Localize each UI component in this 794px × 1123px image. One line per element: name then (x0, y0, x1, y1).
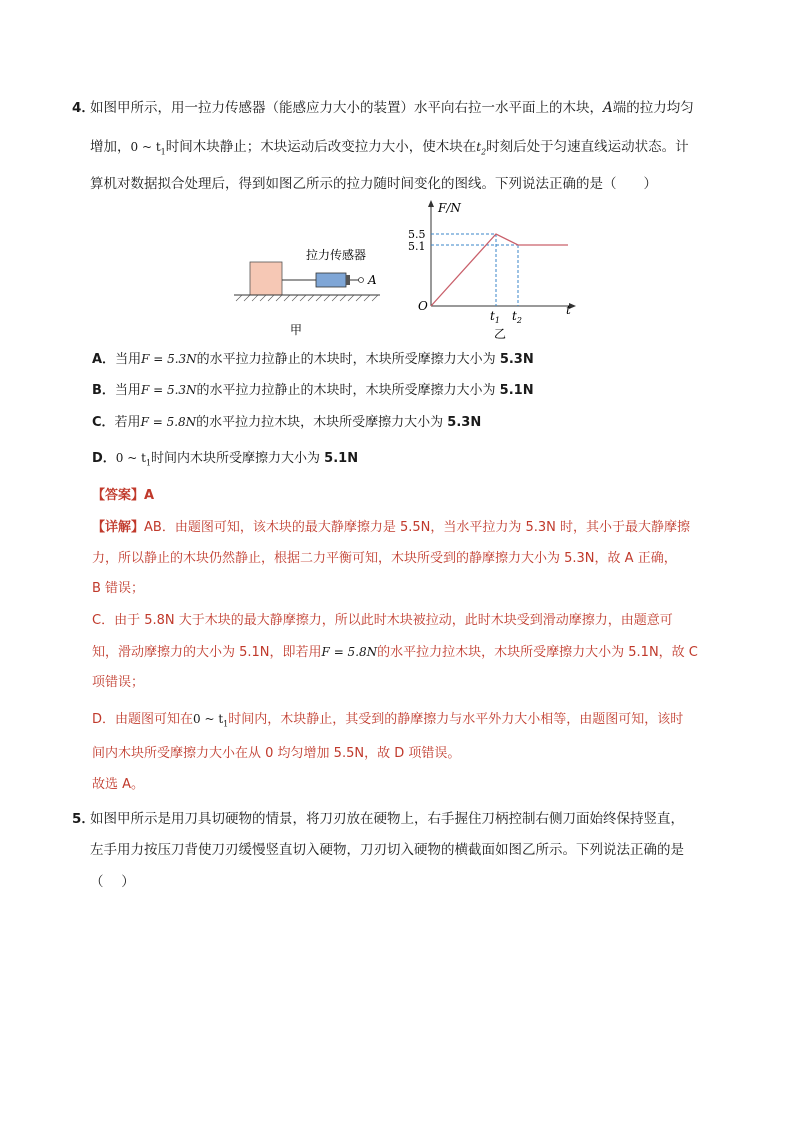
question-text-line: （ ） (90, 874, 135, 890)
question-text-line: 如图甲所示是用刀具切硬物的情景，将刀刃放在硬物上，右手握住刀柄控制右侧刀面始终保持竖直， (90, 811, 684, 827)
figure-jia (230, 240, 390, 340)
figure-caption: 甲 (290, 323, 303, 337)
detail-line: 项错误； (92, 675, 145, 690)
sensor-label: 拉力传感器 (306, 248, 367, 262)
answer-line: 【答案】A (92, 488, 155, 503)
option-d[interactable]: D．0 ~ $t_1$时间内木块所受摩擦力大小为 5.1N (92, 451, 359, 468)
detail-line: 力，所以静止的木块仍然静止，根据二力平衡可知，木块所受到的静摩擦力大小为 5.3N，故 A 正确， (92, 551, 677, 566)
question-text-line: 算机对数据拟合处理后，得到如图乙所示的拉力随时间变化的图线。下列说法正确的是（ ） (90, 176, 657, 192)
tick-label-5-5: 5.5 (408, 228, 426, 241)
detail-line: 间内木块所受摩擦力大小在从 0 均匀增加 5.5N，故 D 项错误。 (92, 746, 461, 761)
y-axis-label: F/N (438, 201, 461, 215)
option-a[interactable]: A．当用F = 5.3N的水平拉力拉静止的木块时，木块所受摩擦力大小为 5.3N (92, 352, 534, 367)
question-number: 4． (72, 100, 95, 116)
figure-yi (400, 196, 600, 344)
sensor-cap (346, 275, 350, 285)
ground-hatch (236, 295, 378, 301)
detail-line: D．由题图可知在0 ~ $t_1$时间内，木块静止，其受到的静摩擦力与水平外力大小相等，由题图可知，该时 (92, 712, 684, 729)
t2-label: $t_2$ (512, 309, 522, 325)
conclusion-line: 故选 A。 (92, 777, 145, 792)
t1-label: $t_1$ (490, 309, 500, 325)
x-axis-label: t (566, 303, 571, 317)
option-c[interactable]: C．若用F = 5.8N的水平拉力拉木块，木块所受摩擦力大小为 5.3N (92, 415, 482, 430)
force-sensor (316, 273, 346, 287)
detail-line: 【详解】AB．由题图可知，该木块的最大静摩擦力是 5.5N，当水平拉力为 5.3N 时，其小于最大静摩擦 (92, 520, 691, 535)
origin-label: O (418, 299, 428, 313)
question-number: 5． (72, 811, 95, 827)
detail-line: B 错误； (92, 581, 145, 596)
y-axis-arrow (428, 200, 434, 207)
option-b[interactable]: B．当用F = 5.3N的水平拉力拉静止的木块时，木块所受摩擦力大小为 5.1N (92, 383, 534, 398)
question-text-line: 如图甲所示，用一拉力传感器（能感应力大小的装置）水平向右拉一水平面上的木块，A端的拉力均匀 (90, 100, 694, 116)
question-text-line: 增加，0 ~ $t_1$时间木块静止；木块运动后改变拉力大小，使木块在$t_2$时刻后处于匀速直线运动状态。计 (90, 139, 689, 157)
detail-line: C．由于 5.8N 大于木块的最大静摩擦力，所以此时木块被拉动，此时木块受到滑动摩擦力，由题意可 (92, 613, 673, 628)
detail-line: 知，滑动摩擦力的大小为 5.1N，即若用F = 5.8N的水平拉力拉木块，木块所受摩擦力大小为 5.1N，故 C (92, 645, 698, 660)
question-text-line: 左手用力按压刀背使刀刃缓慢竖直切入硬物，刀刃切入硬物的横截面如图乙所示。下列说法正确的是 (90, 842, 684, 858)
end-label-a: A (368, 273, 377, 287)
tick-label-5-1: 5.1 (408, 240, 426, 253)
sensor-end-a (359, 278, 364, 283)
figure-caption: 乙 (494, 327, 507, 341)
wood-block (250, 262, 282, 295)
